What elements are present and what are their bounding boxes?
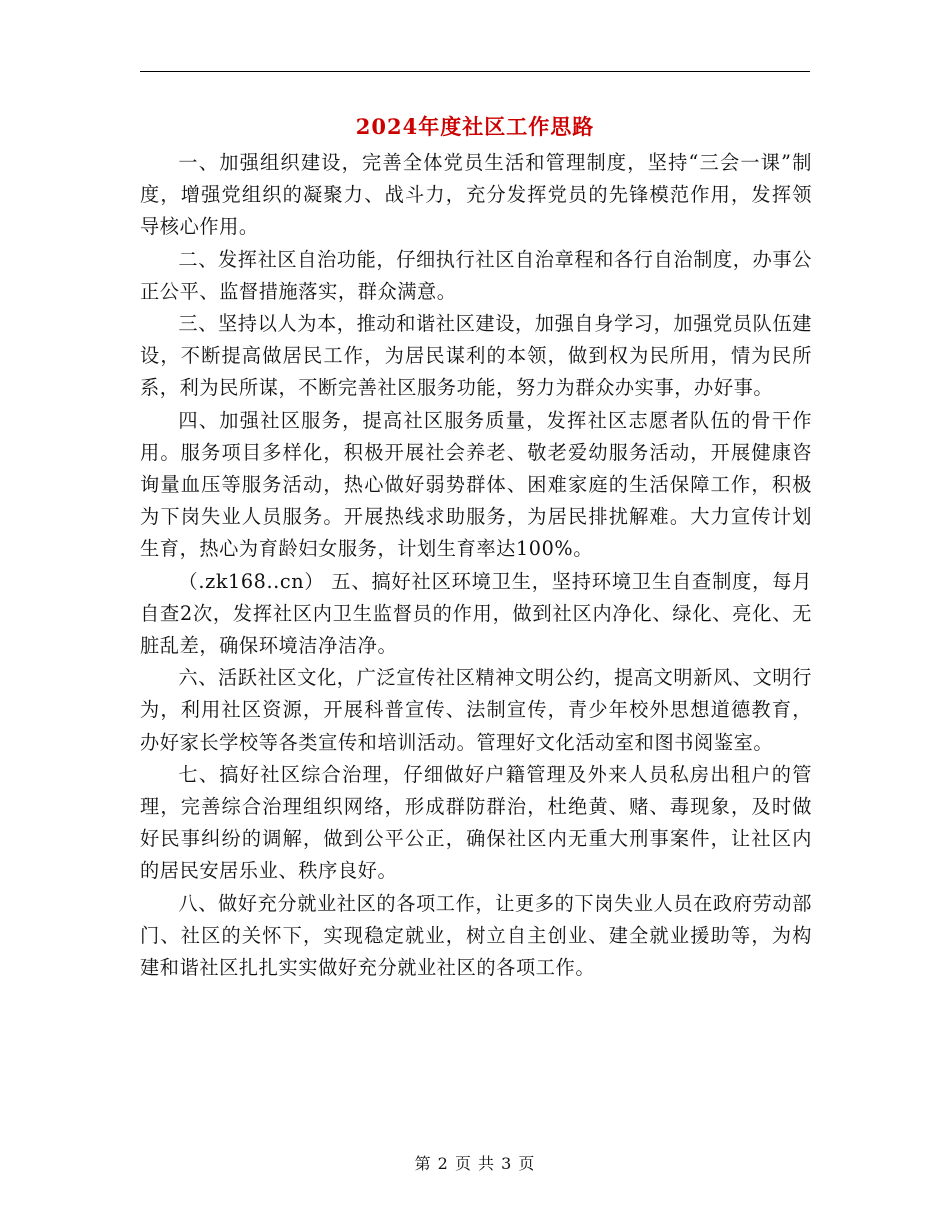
paragraph-5: （.zk168..cn） 五、搞好社区环境卫生，坚持环境卫生自查制度，每月自查2次，发挥社区内卫生监督员的作用，做到社区内净化、绿化、亮化、无脏乱差，确保环境洁净洁净。 bbox=[140, 569, 812, 658]
paragraph-2: 二、发挥社区自治功能，仔细执行社区自治章程和各行自治制度，办事公正公平、监督措施落实，群众满意。 bbox=[140, 247, 812, 303]
paragraph-1: 一、加强组织建设，完善全体党员生活和管理制度，坚持“三会一课”制度，增强党组织的凝聚力、战斗力，充分发挥党员的先锋模范作用，发挥领导核心作用。 bbox=[140, 151, 812, 239]
paragraph-6: 六、活跃社区文化，广泛宣传社区精神文明公约，提高文明新风、文明行为，利用社区资源，开展科普宣传、法制宣传，青少年校外思想道德教育，办好家长学校等各类宣传和培训活动。管理好文化活动室和图书阅鉴室。 bbox=[140, 666, 812, 754]
header-rule bbox=[140, 71, 810, 72]
paragraph-7: 七、搞好社区综合治理，仔细做好户籍管理及外来人员私房出租户的管理，完善综合治理组织网络，形成群防群治，杜绝黄、赌、毒现象，及时做好民事纠纷的调解，做到公平公正，确保社区内无重大刑事案件，让社区内的居民安居乐业、秩序良好。 bbox=[140, 762, 812, 883]
document-title: 2024年度社区工作思路 bbox=[355, 114, 595, 139]
paragraph-3: 三、坚持以人为本，推动和谐社区建设，加强自身学习，加强党员队伍建设，不断提高做居民工作，为居民谋利的本领，做到权为民所用，情为民所系，利为民所谋，不断完善社区服务功能，努力为群众办实事，办好事。 bbox=[140, 312, 812, 400]
document-body bbox=[140, 147, 812, 984]
paragraph-4: 四、加强社区服务，提高社区服务质量，发挥社区志愿者队伍的骨干作用。服务项目多样化，积极开展社会养老、敬老爱幼服务活动，开展健康咨询量血压等服务活动，热心做好弱势群体、困难家庭的生活保障工作，积极为下岗失业人员服务。开展热线求助服务，为居民排扰解难。大力宣传计划生育，热心为育龄妇女服务，计划生育率达100%。 bbox=[140, 408, 812, 561]
paragraph-8: 八、做好充分就业社区的各项工作，让更多的下岗失业人员在政府劳动部门、社区的关怀下，实现稳定就业，树立自主创业、建全就业援助等，为构建和谐社区扎扎实实做好充分就业社区的各项工作。 bbox=[140, 891, 812, 980]
page-footer: 第 2 页 共 3 页 bbox=[414, 1154, 536, 1173]
